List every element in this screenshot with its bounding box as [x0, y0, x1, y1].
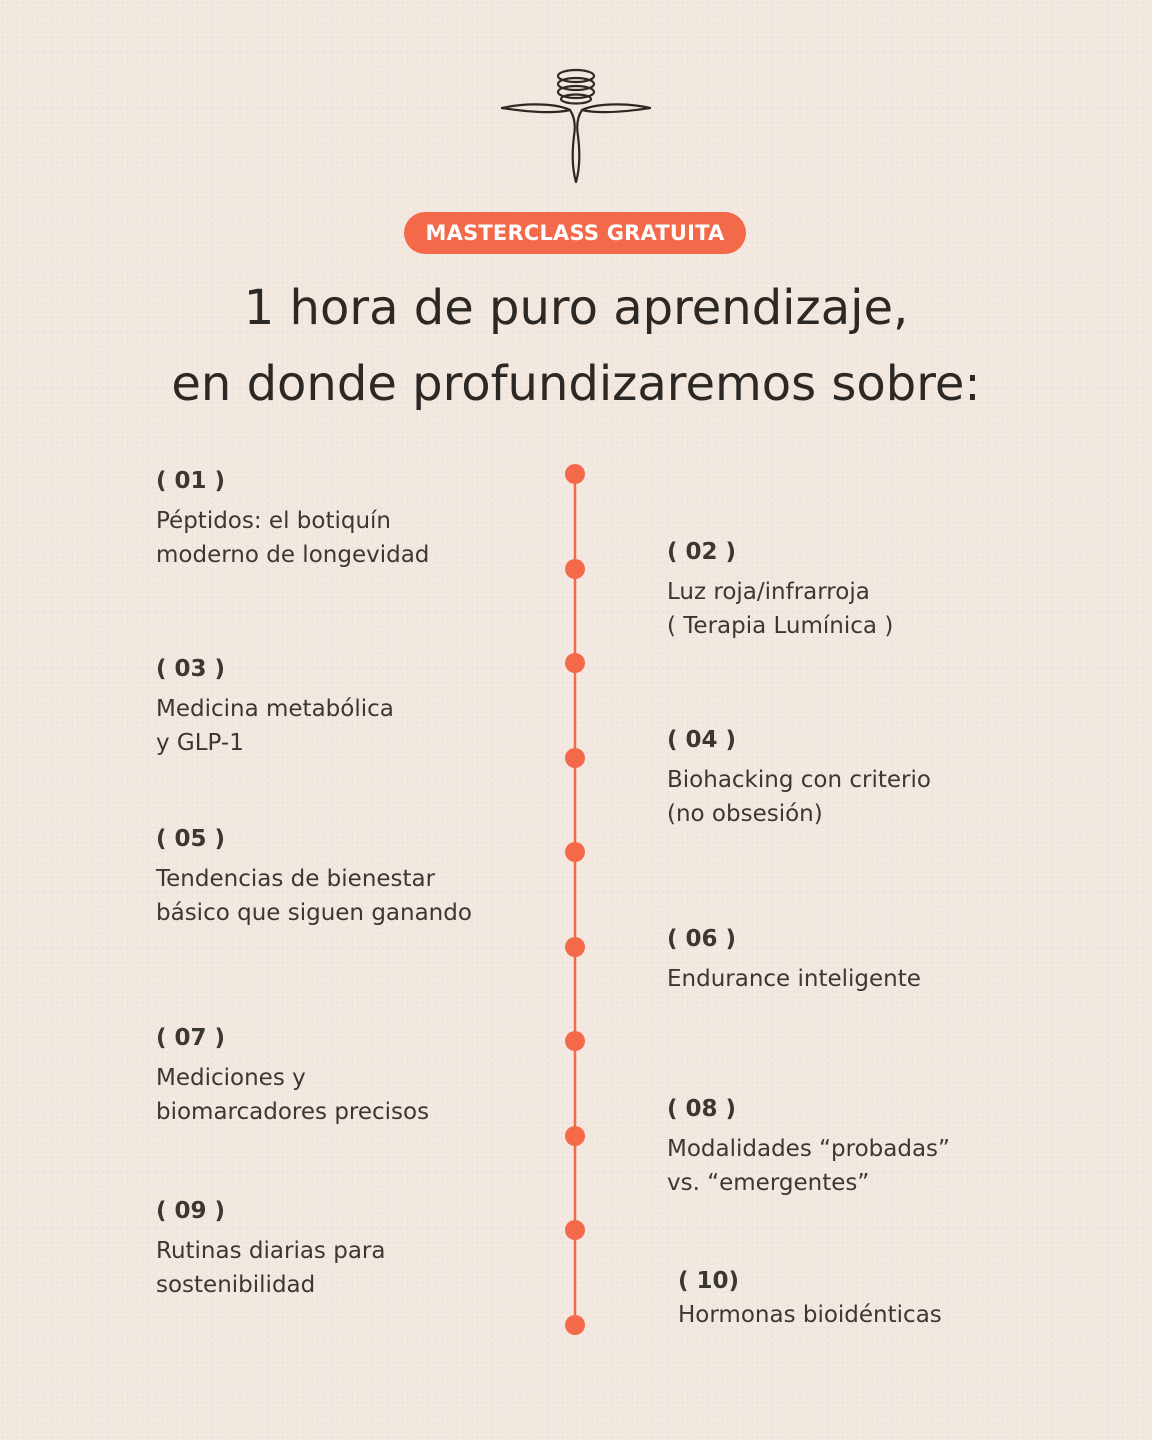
topic-number: ( 06 ) [667, 926, 737, 952]
topic-item-09 [156, 1196, 536, 1302]
topic-item-10 [678, 1266, 1058, 1332]
headline-line-1: 1 hora de puro aprendizaje, [243, 280, 909, 336]
timeline-dot [565, 1315, 585, 1335]
topic-text: Tendencias de bienestar básico que siguen ganando [156, 866, 472, 926]
topic-number: ( 08 ) [667, 1096, 737, 1122]
masterclass-badge: MASTERCLASS GRATUITA [404, 212, 746, 254]
topic-item-04 [667, 725, 1047, 831]
timeline-dot [565, 464, 585, 484]
timeline-dot [565, 842, 585, 862]
timeline-dot [565, 1031, 585, 1051]
timeline-dot [565, 1126, 585, 1146]
topic-text: Luz roja/infrarroja ( Terapia Lumínica ) [667, 579, 894, 639]
spring-figure-icon [498, 64, 654, 186]
topic-text: Medicina metabólica y GLP-1 [156, 696, 394, 756]
topic-text: Biohacking con criterio (no obsesión) [667, 767, 931, 827]
topic-text: Hormonas bioidénticas [678, 1302, 942, 1328]
topic-item-03 [156, 654, 536, 760]
topic-text: Modalidades “probadas” vs. “emergentes” [667, 1136, 950, 1196]
topic-number: ( 07 ) [156, 1025, 226, 1051]
timeline-dot [565, 653, 585, 673]
topic-text: Endurance inteligente [667, 966, 921, 992]
topic-number: ( 03 ) [156, 656, 226, 682]
timeline-dot [565, 1220, 585, 1240]
timeline-dot [565, 748, 585, 768]
topic-number: ( 10) [678, 1268, 740, 1294]
topic-item-02 [667, 537, 1047, 643]
topic-item-07 [156, 1023, 536, 1129]
timeline-dot [565, 937, 585, 957]
headline-line-2: en donde profundizaremos sobre: [171, 356, 981, 412]
topic-number: ( 01 ) [156, 468, 226, 494]
topic-number: ( 02 ) [667, 539, 737, 565]
topic-text: Rutinas diarias para sostenibilidad [156, 1238, 386, 1298]
topic-text: Péptidos: el botiquín moderno de longevidad [156, 508, 430, 568]
topic-number: ( 04 ) [667, 727, 737, 753]
topic-item-06 [667, 924, 1047, 996]
timeline-dot [565, 559, 585, 579]
topic-item-01 [156, 466, 536, 572]
topic-number: ( 05 ) [156, 826, 226, 852]
topic-text: Mediciones y biomarcadores precisos [156, 1065, 430, 1125]
topic-number: ( 09 ) [156, 1198, 226, 1224]
topic-item-08 [667, 1094, 1047, 1200]
topic-item-05 [156, 824, 556, 930]
